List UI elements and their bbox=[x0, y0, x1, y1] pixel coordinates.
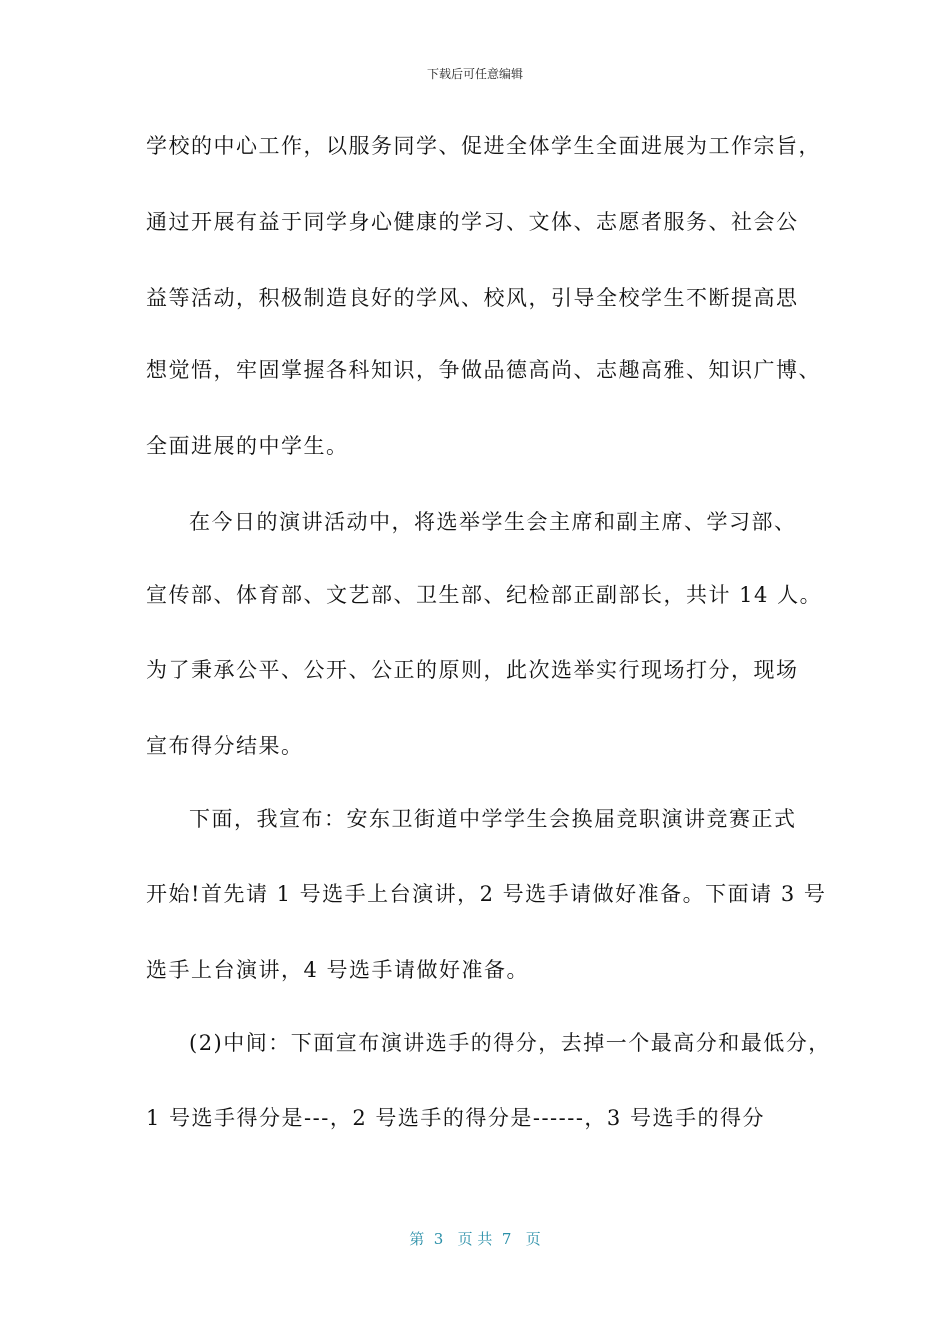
text-line: 通过开展有益于同学身心健康的学习、文体、志愿者服务、社会公 bbox=[146, 210, 799, 234]
text-line: 益等活动，积极制造良好的学风、校风，引导全校学生不断提高思 bbox=[146, 286, 799, 310]
paragraph-start-line: (2)中间：下面宣布演讲选手的得分，去掉一个最高分和最低分， bbox=[189, 1031, 831, 1055]
text-line: 为了秉承公平、公开、公正的原则，此次选举实行现场打分，现场 bbox=[146, 658, 799, 682]
page-header: 下载后可任意编辑 bbox=[426, 67, 523, 81]
paragraph-start-line: 在今日的演讲活动中，将选举学生会主席和副主席、学习部、 bbox=[189, 510, 797, 534]
text-line: 全面进展的中学生。 bbox=[146, 434, 349, 458]
text-line: 宣传部、体育部、文艺部、卫生部、纪检部正副部长，共计 14 人。 bbox=[146, 583, 823, 607]
page-number-footer: 第 3 页 共 7 页 bbox=[409, 1230, 541, 1248]
text-line: 1 号选手得分是---，2 号选手的得分是------，3 号选手的得分 bbox=[146, 1106, 765, 1130]
text-line: 开始!首先请 1 号选手上台演讲，2 号选手请做好准备。下面请 3 号 bbox=[146, 882, 827, 906]
text-line: 选手上台演讲，4 号选手请做好准备。 bbox=[146, 958, 530, 982]
paragraph-start-line: 下面，我宣布：安东卫街道中学学生会换届竞职演讲竞赛正式 bbox=[189, 807, 797, 831]
text-line: 宣布得分结果。 bbox=[146, 734, 304, 758]
text-line: 想觉悟，牢固掌握各科知识，争做品德高尚、志趣高雅、知识广博、 bbox=[146, 358, 821, 382]
text-line: 学校的中心工作，以服务同学、促进全体学生全面进展为工作宗旨， bbox=[146, 134, 821, 158]
